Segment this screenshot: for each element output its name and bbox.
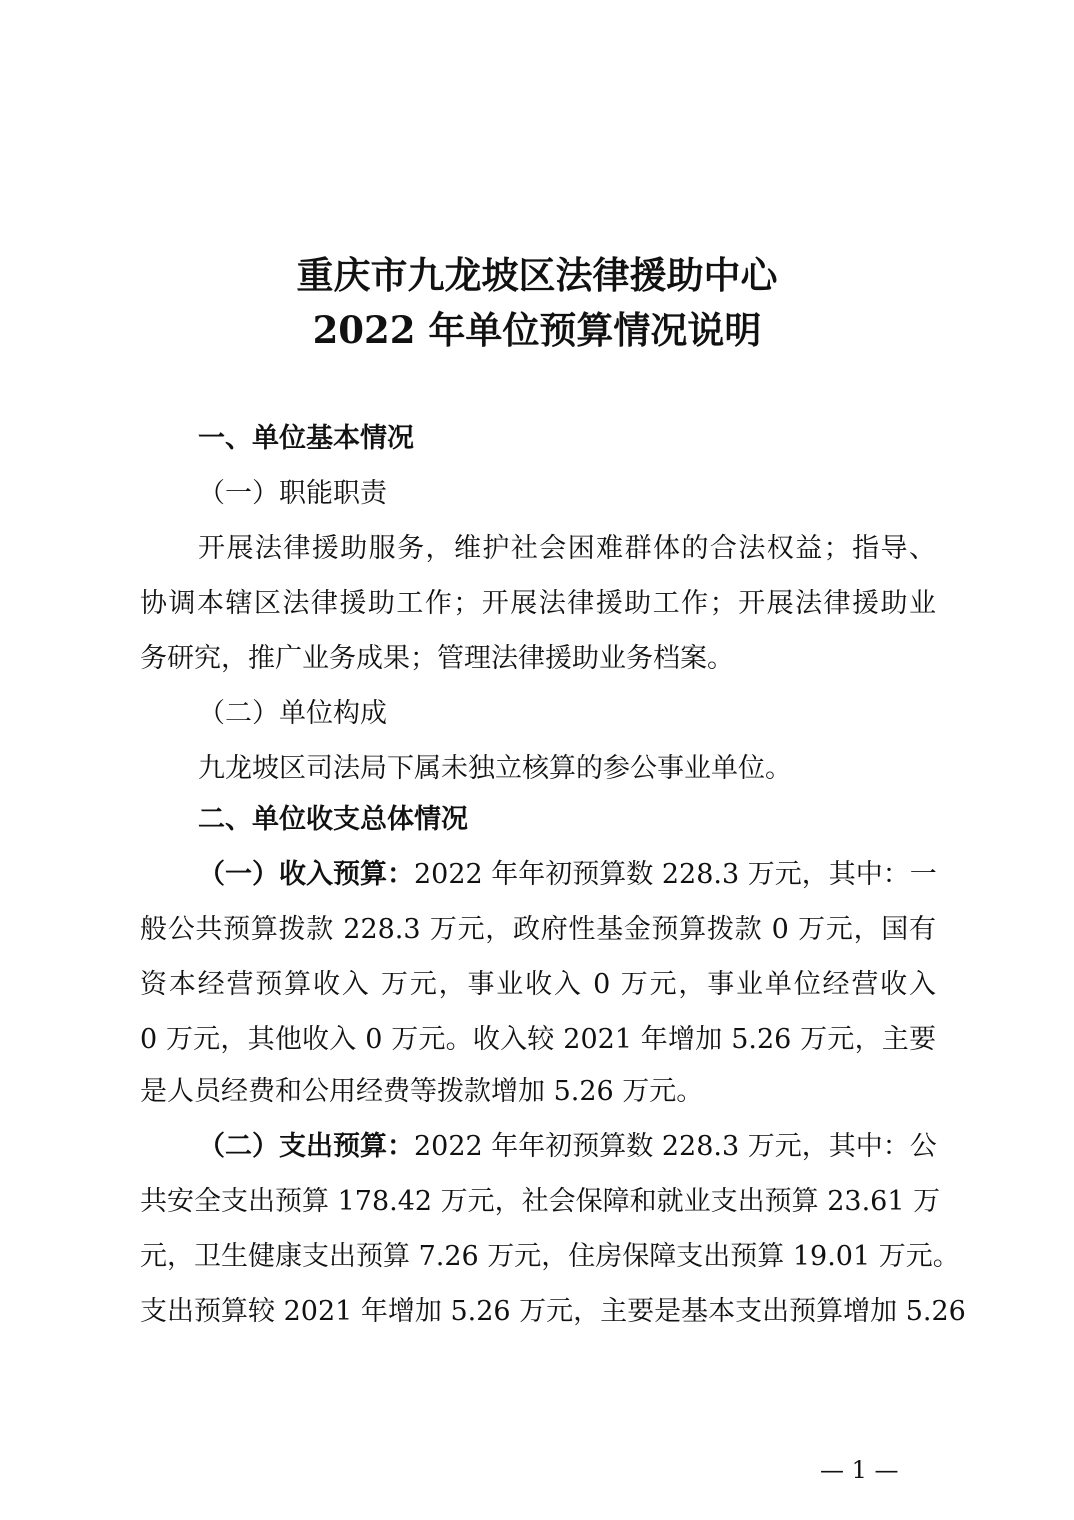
- section1-sub2-heading: （二）单位构成: [198, 698, 387, 729]
- income-line: 2022 年年初预算数 228.3 万元，其中：一: [414, 859, 937, 890]
- page-number: — 1 —: [820, 1456, 899, 1484]
- income-lead: （一）收入预算：: [198, 859, 414, 890]
- income-line: 是人员经费和公用经费等拨款增加 5.26 万元。: [140, 1076, 704, 1107]
- section1-heading: 一、单位基本情况: [198, 423, 414, 454]
- expense-first-line: [198, 1133, 936, 1160]
- expense-line: 元，卫生健康支出预算 7.26 万元，住房保障支出预算 19.01 万元。: [140, 1241, 960, 1272]
- income-line: 资本经营预算收入 万元，事业收入 0 万元，事业单位经营收入: [140, 969, 936, 1000]
- document-title-line2: 2022 年单位预算情况说明: [312, 308, 762, 352]
- section1-sub1-line: 协调本辖区法律援助工作；开展法律援助工作；开展法律援助业: [140, 588, 936, 619]
- income-first-line: [198, 861, 936, 888]
- expense-lead: （二）支出预算：: [198, 1131, 414, 1162]
- expense-line: 支出预算较 2021 年增加 5.26 万元，主要是基本支出预算增加 5.26: [140, 1296, 966, 1327]
- section1-sub1-heading: （一）职能职责: [198, 478, 387, 509]
- section1-sub1-line: 开展法律援助服务，维护社会困难群体的合法权益；指导、: [198, 533, 936, 564]
- income-line: 0 万元，其他收入 0 万元。收入较 2021 年增加 5.26 万元，主要: [140, 1024, 936, 1055]
- expense-line: 共安全支出预算 178.42 万元，社会保障和就业支出预算 23.61 万: [140, 1186, 941, 1217]
- section2-heading: 二、单位收支总体情况: [198, 804, 468, 835]
- section1-sub1-line: 务研究，推广业务成果；管理法律援助业务档案。: [140, 643, 734, 674]
- expense-line: 2022 年年初预算数 228.3 万元，其中：公: [414, 1131, 937, 1162]
- income-line: 般公共预算拨款 228.3 万元，政府性基金预算拨款 0 万元，国有: [140, 914, 936, 945]
- section1-sub2-line: 九龙坡区司法局下属未独立核算的参公事业单位。: [198, 753, 792, 784]
- document-title-line1: 重庆市九龙坡区法律援助中心: [296, 253, 778, 297]
